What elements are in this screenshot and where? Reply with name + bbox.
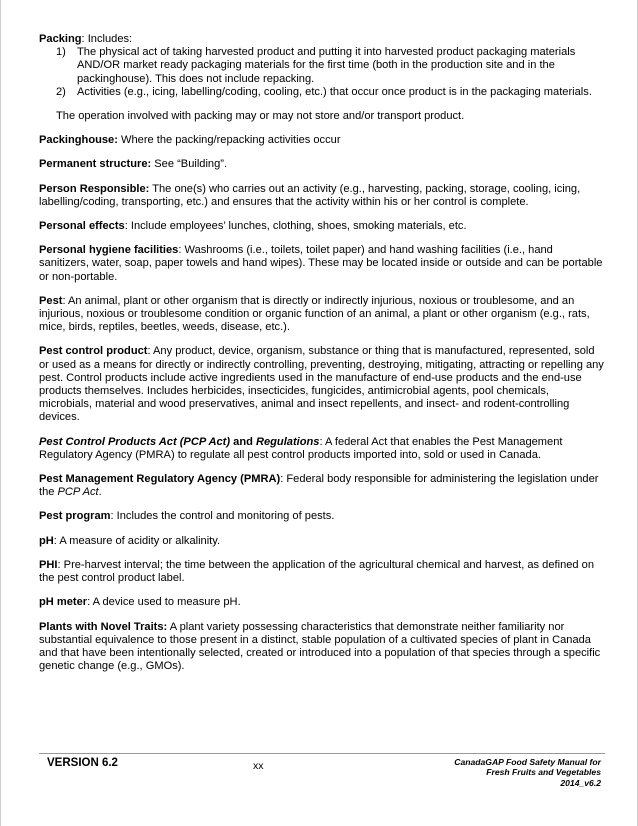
footer-version: VERSION 6.2 [47,757,118,769]
definition-term: Pest program [39,510,111,523]
regulations-title: Regulations [255,435,320,448]
definition-text: : Include employees’ lunches, clothing, shoes, smoking materials, etc. [124,220,467,233]
definition-term: Permanent structure: [39,158,152,171]
definition-text: Where the packing/repacking activities occur [117,134,341,147]
definition-text: : Includes the control and monitoring of pests. [110,510,335,523]
definition-pmra [39,473,605,499]
definition [39,295,605,335]
packing-list [39,46,605,99]
definition-term: Personal effects [39,220,125,233]
list-text: Activities (e.g., icing, labelling/coding, cooling, etc.) that occur once product is in the packaging materials. [77,85,592,98]
definition-text: : A measure of acidity or alkalinity. [53,534,221,547]
definition [39,220,605,233]
footer-page-number: xx [253,760,264,772]
packing-heading [39,33,605,46]
footer-title-line: Fresh Fruits and Vegetables [486,767,601,778]
definition-term: PHI [39,558,58,571]
definition-text: : Federal body responsible for administering the legislation under the [39,473,599,499]
definition-end: . [98,486,102,499]
definition [39,535,605,548]
definition-text: : Washrooms (i.e., toilets, toilet paper) and hand washing facilities (i.e., hand sanitizers, water, soap, paper towels and hand wipes). These may be located inside or outside and can be portable or non-portable. [39,244,603,283]
definition-term: Personal hygiene facilities [39,244,179,257]
definition [39,510,605,523]
footer-manual-title [381,757,601,788]
definition [39,596,605,609]
definition-term: Packinghouse: [39,134,118,147]
definition-term: Pest [39,294,63,307]
list-number: 2) [56,85,66,98]
definition [39,621,605,674]
definition [39,158,605,171]
term-packing: Packing [39,33,82,45]
definition-text: The one(s) who carries out an activity (e.g., harvesting, packing, storage, cooling, icing, labelling/coding, transporting, etc.) and ensures that the activity within his or her control is complete. [39,182,581,208]
definition-text: See “Building”. [151,158,228,171]
footer-divider [39,753,605,754]
list-item [39,86,605,99]
pcp-act-title: Pest Control Products Act (PCP Act) [39,435,231,448]
footer-title-line: 2014_v6.2 [560,777,601,788]
definition-term: pH meter [39,596,88,609]
packing-note: The operation involved with packing may or may not store and/or transport product. [56,110,465,123]
definition-text: : Pre-harvest interval; the time between the application of the agricultural chemical and harvest, as defined on the pest control product label. [39,558,594,585]
definition-term: Pest Management Regulatory Agency (PMRA) [39,473,281,486]
definition [39,183,605,209]
definition-term: pH [39,534,54,547]
definition-term: Pest control product [39,345,148,358]
definition-text: : A device used to measure pH. [87,596,241,609]
term-and: and [230,435,256,448]
definition-term: Plants with Novel Traits: [39,620,168,633]
packing-intro: : Includes: [81,33,133,45]
definition-term: Person Responsible: [39,182,150,195]
list-number: 1) [56,46,66,59]
definition-text: A plant variety possessing characteristics that demonstrate neither familiarity nor substantial equivalence to those present in a distinct, stable population of a cultivated species of plant in Canada and that have been intentionally selected, created or introduced into a population of that species through a specific genetic change (e.g., GMOs). [39,620,601,673]
glossary-content [39,33,605,673]
definition-pcp-act [39,436,605,462]
definition [39,134,605,147]
definition-text: : Any product, device, organism, substance or thing that is manufactured, represented, sold or used as a means for directly or indirectly controlling, preventing, destroying, mitigating, attracting or repelling any pest. Control products include active ingredients used in the manufacture of end-use products and the end-use products themselves. Includes herbicides, insecticides, fungicides, antimicrobial agents, pool chemicals, microbials, material and wood preservatives, animal and insect repellents, and insect- and rodent-controlling devices. [39,345,604,424]
definition [39,345,605,424]
footer-title-line: CanadaGAP Food Safety Manual for [454,757,601,767]
definition-text: : An animal, plant or other organism that is directly or indirectly injurious, noxious or troublesome, and an injurious, noxious or troublesome condition or organic function of an animal, a plant or other organism (e.g., rats, mice, birds, reptiles, beetles, weeds, disease, etc.). [39,294,590,334]
list-item [39,46,605,86]
definition [39,244,605,284]
definition [39,559,605,585]
pcp-act-reference: PCP Act [57,486,99,499]
definition-term [39,436,319,448]
definition-text: : A federal Act that enables the Pest Management Regulatory Agency (PMRA) to regulate all pest control products imported into, sold or used in Canada. [39,435,563,461]
list-text: The physical act of taking harvested product and putting it into harvested product packaging materials AND/OR market ready packaging materials for the first time (both in the production site and in the packinghouse). This does not include repacking. [77,46,576,85]
